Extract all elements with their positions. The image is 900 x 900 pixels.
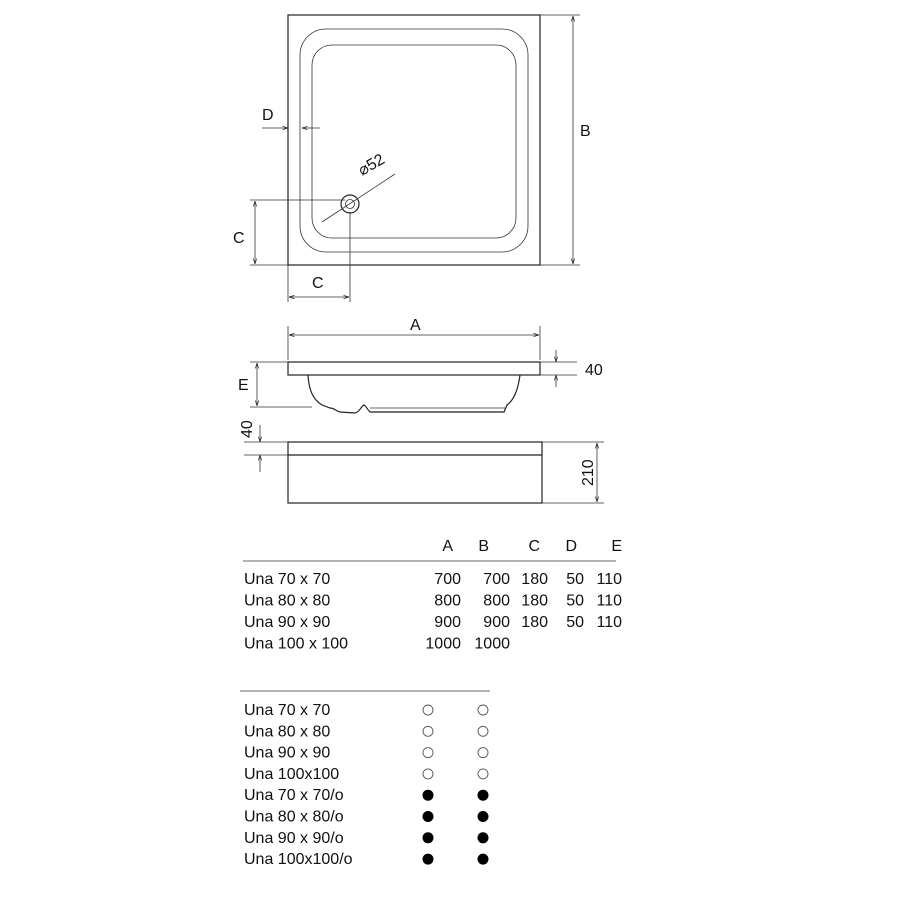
table-cell: 700 <box>434 571 461 588</box>
model-name: Una 90 x 90/o <box>244 829 344 847</box>
column-header: D <box>565 538 577 555</box>
open-circle-icon <box>478 769 488 779</box>
dim-panel-rim-label: 40 <box>239 420 256 438</box>
filled-dot-icon <box>478 811 489 822</box>
table-cell: 50 <box>566 571 584 588</box>
side-view <box>238 317 603 413</box>
dim-b-label: B <box>580 123 591 140</box>
filled-dot-icon <box>423 854 434 865</box>
table-cell: 110 <box>596 592 622 610</box>
dim-panel-height-label: 210 <box>580 459 597 486</box>
tray-rim <box>288 362 540 375</box>
dim-e-label: E <box>238 377 249 394</box>
model-name: Una 70 x 70/o <box>244 787 344 805</box>
dimensions-table <box>243 538 622 653</box>
table-cell: 180 <box>521 614 548 631</box>
table-cell: 110 <box>596 571 622 588</box>
filled-dot-icon <box>478 832 489 843</box>
table-cell: 800 <box>483 592 510 610</box>
model-name: Una 90 x 90 <box>244 744 331 762</box>
open-circle-icon <box>423 748 433 758</box>
options-table <box>240 691 490 868</box>
drain-leader <box>322 174 395 222</box>
model-name: Una 100 x 100 <box>244 635 349 653</box>
filled-dot-icon <box>423 832 434 843</box>
open-circle-icon <box>478 726 488 736</box>
tray-outline <box>288 15 540 265</box>
panel-view <box>239 420 604 503</box>
table-cell: 180 <box>521 571 548 588</box>
table-cell: 800 <box>434 592 461 610</box>
column-header: B <box>478 538 489 555</box>
open-circle-icon <box>423 705 433 715</box>
dim-rim-label: 40 <box>585 362 603 379</box>
filled-dot-icon <box>423 790 434 801</box>
model-name: Una 70 x 70 <box>244 571 331 588</box>
model-name: Una 70 x 70 <box>244 702 331 719</box>
table-cell: 50 <box>566 614 584 631</box>
table-cell: 50 <box>566 592 584 610</box>
table-cell: 700 <box>483 571 510 588</box>
top-view <box>233 15 591 302</box>
table-cell: 900 <box>434 614 461 631</box>
tray-basin <box>308 375 520 413</box>
open-circle-icon <box>423 726 433 736</box>
model-name: Una 80 x 80 <box>244 592 331 610</box>
filled-dot-icon <box>423 811 434 822</box>
filled-dot-icon <box>478 854 489 865</box>
model-name: Una 100x100 <box>244 765 340 783</box>
table-cell: 110 <box>596 614 622 631</box>
drain-label: ⌀52 <box>355 151 388 180</box>
dim-c-vertical-label: C <box>233 230 245 247</box>
open-circle-icon <box>478 748 488 758</box>
dim-a-label: A <box>410 317 421 334</box>
filled-dot-icon <box>478 790 489 801</box>
column-header: A <box>442 538 453 555</box>
column-header: E <box>611 538 622 555</box>
model-name: Una 90 x 90 <box>244 614 331 631</box>
table-cell: 180 <box>521 592 548 610</box>
column-header: C <box>528 538 540 555</box>
open-circle-icon <box>478 705 488 715</box>
model-name: Una 100x100/o <box>244 851 353 869</box>
model-name: Una 80 x 80/o <box>244 808 344 826</box>
open-circle-icon <box>423 769 433 779</box>
table-cell: 900 <box>483 614 510 631</box>
table-cell: 1000 <box>474 635 510 653</box>
dim-c-horizontal-label: C <box>312 275 324 292</box>
dim-d-label: D <box>262 107 274 124</box>
model-name: Una 80 x 80 <box>244 723 331 741</box>
panel-outline <box>288 442 542 503</box>
basin-edge-outer <box>300 29 528 252</box>
table-cell: 1000 <box>425 635 461 653</box>
